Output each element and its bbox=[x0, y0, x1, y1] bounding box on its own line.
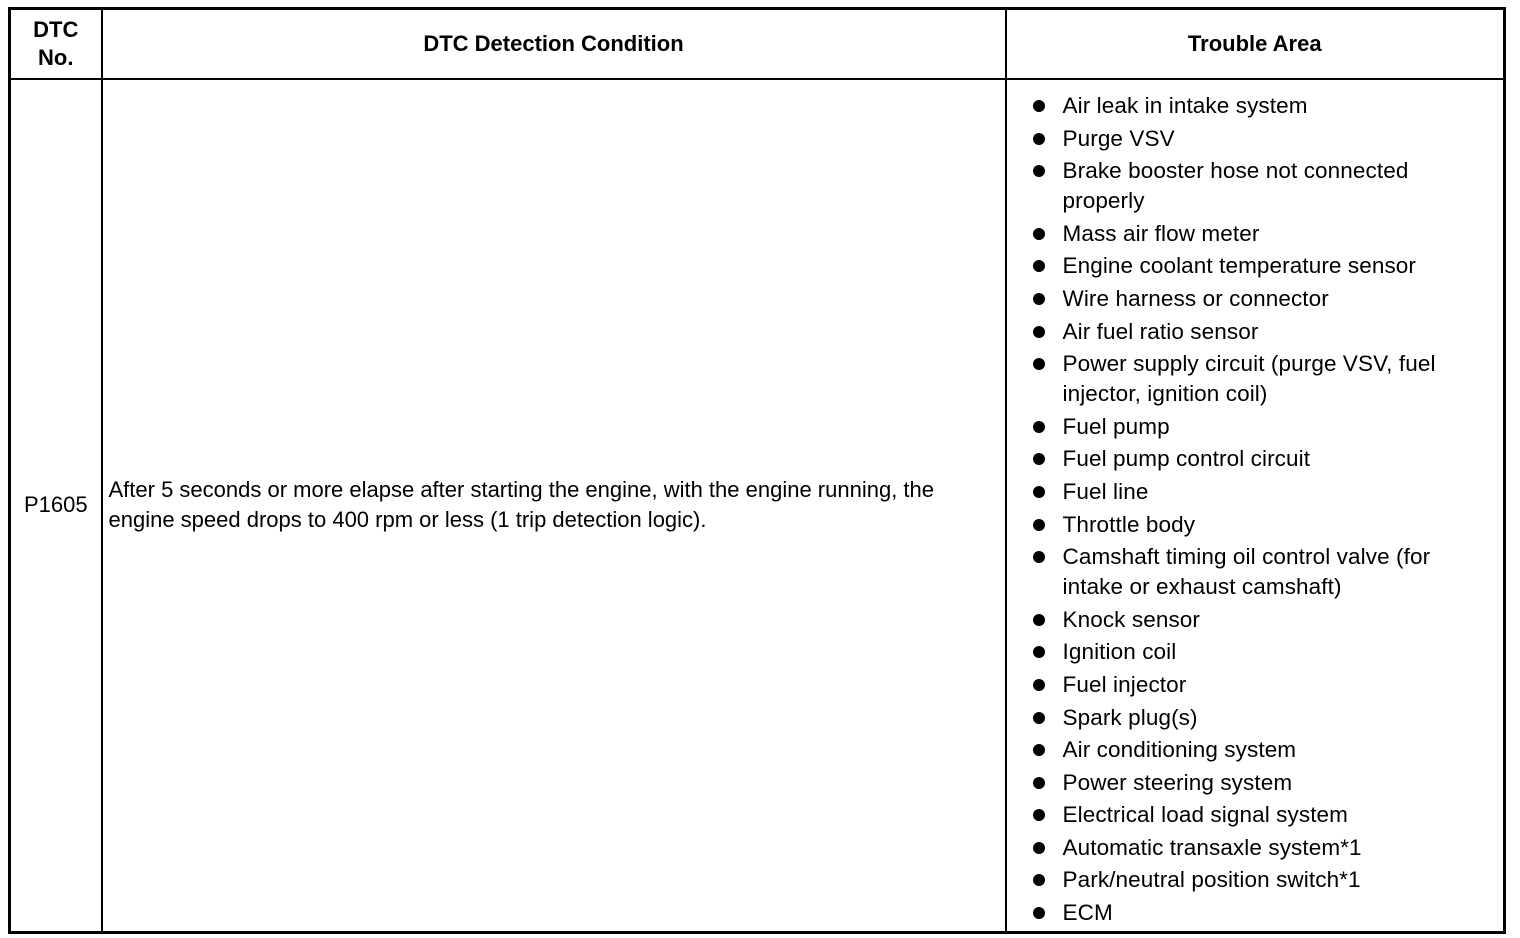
bullet-icon bbox=[1033, 744, 1045, 756]
dtc-code-cell bbox=[10, 79, 102, 932]
list-item bbox=[1031, 124, 1496, 154]
trouble-area-label: Fuel line bbox=[1062, 478, 1149, 504]
trouble-area-label: Camshaft timing oil control valve (for intake or exhaust camshaft) bbox=[1062, 544, 1431, 600]
trouble-area-list bbox=[1007, 80, 1504, 928]
list-item bbox=[1031, 703, 1496, 733]
list-item bbox=[1031, 317, 1496, 347]
trouble-area-label: Ignition coil bbox=[1062, 639, 1177, 665]
bullet-icon bbox=[1033, 712, 1045, 724]
list-item bbox=[1031, 865, 1496, 895]
bullet-icon bbox=[1033, 679, 1045, 691]
list-item bbox=[1031, 412, 1496, 442]
list-item bbox=[1031, 284, 1496, 314]
trouble-area-label: Fuel pump control circuit bbox=[1062, 446, 1311, 472]
trouble-area-label: Knock sensor bbox=[1062, 606, 1201, 632]
list-item bbox=[1031, 251, 1496, 281]
list-item bbox=[1031, 833, 1496, 863]
bullet-icon bbox=[1033, 486, 1045, 498]
list-item bbox=[1031, 91, 1496, 121]
trouble-area-label: Engine coolant temperature sensor bbox=[1062, 253, 1417, 279]
bullet-icon bbox=[1033, 809, 1045, 821]
list-item bbox=[1031, 605, 1496, 635]
list-item bbox=[1031, 735, 1496, 765]
list-item bbox=[1031, 510, 1496, 540]
bullet-icon bbox=[1033, 358, 1045, 370]
bullet-icon bbox=[1033, 842, 1045, 854]
bullet-icon bbox=[1033, 260, 1045, 272]
dtc-table bbox=[8, 7, 1506, 934]
trouble-area-label: Air leak in intake system bbox=[1062, 93, 1308, 118]
header-detection-condition: DTC Detection Condition bbox=[102, 9, 1006, 80]
trouble-area-label: Electrical load signal system bbox=[1062, 802, 1349, 828]
bullet-icon bbox=[1033, 326, 1045, 338]
bullet-icon bbox=[1033, 646, 1045, 658]
trouble-area-label: Air conditioning system bbox=[1062, 737, 1297, 763]
header-trouble-area: Trouble Area bbox=[1006, 9, 1505, 80]
bullet-icon bbox=[1033, 453, 1045, 465]
list-item bbox=[1031, 542, 1496, 602]
trouble-area-label: Mass air flow meter bbox=[1062, 220, 1260, 246]
trouble-area-label: Power steering system bbox=[1062, 769, 1293, 795]
bullet-icon bbox=[1033, 133, 1045, 145]
list-item bbox=[1031, 800, 1496, 830]
header-dtc-no: DTC No. bbox=[10, 9, 102, 80]
bullet-icon bbox=[1033, 421, 1045, 433]
trouble-area-label: ECM bbox=[1062, 900, 1113, 926]
header-row bbox=[10, 9, 1505, 80]
trouble-area-label: Park/neutral position switch*1 bbox=[1062, 867, 1361, 893]
list-item bbox=[1031, 477, 1496, 507]
detection-condition-text: After 5 seconds or more elapse after starting the engine, with the engine running, the engine speed drops to 400 rpm or less (1 trip detection logic). bbox=[108, 477, 935, 533]
bullet-icon bbox=[1033, 293, 1045, 305]
list-item bbox=[1031, 670, 1496, 700]
dtc-code: P1605 bbox=[23, 492, 88, 518]
bullet-icon bbox=[1033, 519, 1045, 531]
bullet-icon bbox=[1033, 100, 1045, 112]
list-item bbox=[1031, 156, 1496, 216]
trouble-area-label: Air fuel ratio sensor bbox=[1062, 318, 1259, 344]
list-item bbox=[1031, 637, 1496, 667]
list-item bbox=[1031, 768, 1496, 798]
trouble-area-label: Fuel injector bbox=[1062, 671, 1187, 697]
trouble-area-label: Power supply circuit (purge VSV, fuel injector, ignition coil) bbox=[1062, 351, 1436, 407]
list-item bbox=[1031, 898, 1496, 928]
trouble-area-label: Spark plug(s) bbox=[1062, 704, 1198, 730]
bullet-icon bbox=[1033, 228, 1045, 240]
trouble-area-label: Fuel pump bbox=[1062, 413, 1170, 439]
bullet-icon bbox=[1033, 614, 1045, 626]
bullet-icon bbox=[1033, 551, 1045, 563]
detection-condition-cell bbox=[102, 79, 1006, 932]
trouble-area-label: Automatic transaxle system*1 bbox=[1062, 834, 1362, 860]
bullet-icon bbox=[1033, 777, 1045, 789]
list-item bbox=[1031, 219, 1496, 249]
bullet-icon bbox=[1033, 907, 1045, 919]
table-row bbox=[10, 79, 1505, 932]
bullet-icon bbox=[1033, 165, 1045, 177]
trouble-area-label: Throttle body bbox=[1062, 511, 1196, 537]
trouble-area-label: Wire harness or connector bbox=[1062, 285, 1329, 311]
list-item bbox=[1031, 349, 1496, 409]
list-item bbox=[1031, 444, 1496, 474]
trouble-area-label: Brake booster hose not connected properly bbox=[1062, 158, 1409, 214]
trouble-area-label: Purge VSV bbox=[1062, 125, 1175, 151]
trouble-area-cell bbox=[1006, 79, 1505, 932]
bullet-icon bbox=[1033, 874, 1045, 886]
